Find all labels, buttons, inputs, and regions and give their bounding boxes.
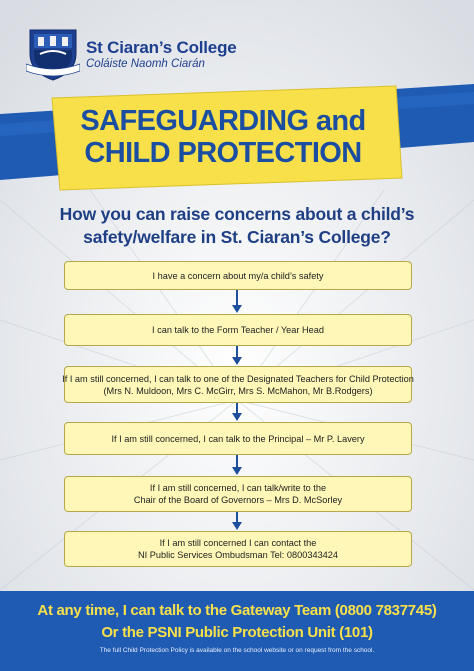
step-4-text: If I am still concerned, I can talk to the Principal – Mr P. Lavery [111,433,365,444]
arrow-down-icon [230,455,244,476]
step-3-box [64,366,412,403]
question-line-1: How you can raise concerns about a child’s [59,204,415,224]
step-1-text: I have a concern about my/a child’s safety [152,270,324,281]
step-6-box [64,531,412,567]
step-5-text-line-1: If I am still concerned, I can talk/write to the [149,483,327,493]
title-line-1: SAFEGUARDING and [80,105,366,137]
step-6-text-line-2: NI Public Services Ombudsman Tel: 0800343424 [137,550,339,560]
step-5-text-line-2: Chair of the Board of Governors – Mrs D. McSorley [133,495,343,505]
footer-psni-line: Or the PSNI Public Protection Unit (101) [101,624,373,641]
step-4-box [64,422,412,455]
step-5-box [64,476,412,512]
school-crest-icon [26,24,80,82]
question-heading [30,203,444,249]
step-2-box [64,314,412,346]
step-2-text: I can talk to the Form Teacher / Year Head [152,325,324,335]
step-3-text-line-1: If I am still concerned, I can talk to one of the Designated Teachers for Child Protection [62,373,414,384]
page-title [58,100,388,174]
title-line-2: CHILD PROTECTION [84,137,362,169]
arrow-down-icon [230,403,244,422]
step-3-text-line-2: (Mrs N. Muldoon, Mrs C. McGirr, Mrs S. McMahon, Mr B.Rodgers) [103,385,373,396]
school-name: St Ciaran’s College [86,38,237,57]
step-6-text-line-1: If I am still concerned I can contact the [159,538,317,548]
arrow-down-icon [230,290,244,314]
question-line-2: safety/welfare in St. Ciaran’s College? [83,227,391,247]
step-1-box [64,261,412,290]
footer-gateway-line: At any time, I can talk to the Gateway Team (0800 7837745) [37,602,437,619]
footer-policy-note: The full Child Protection Policy is available on the school website or on request from the school. [99,647,375,654]
school-name-irish: Coláiste Naomh Ciarán [86,58,205,70]
arrow-down-icon [230,512,244,531]
arrow-down-icon [230,346,244,366]
